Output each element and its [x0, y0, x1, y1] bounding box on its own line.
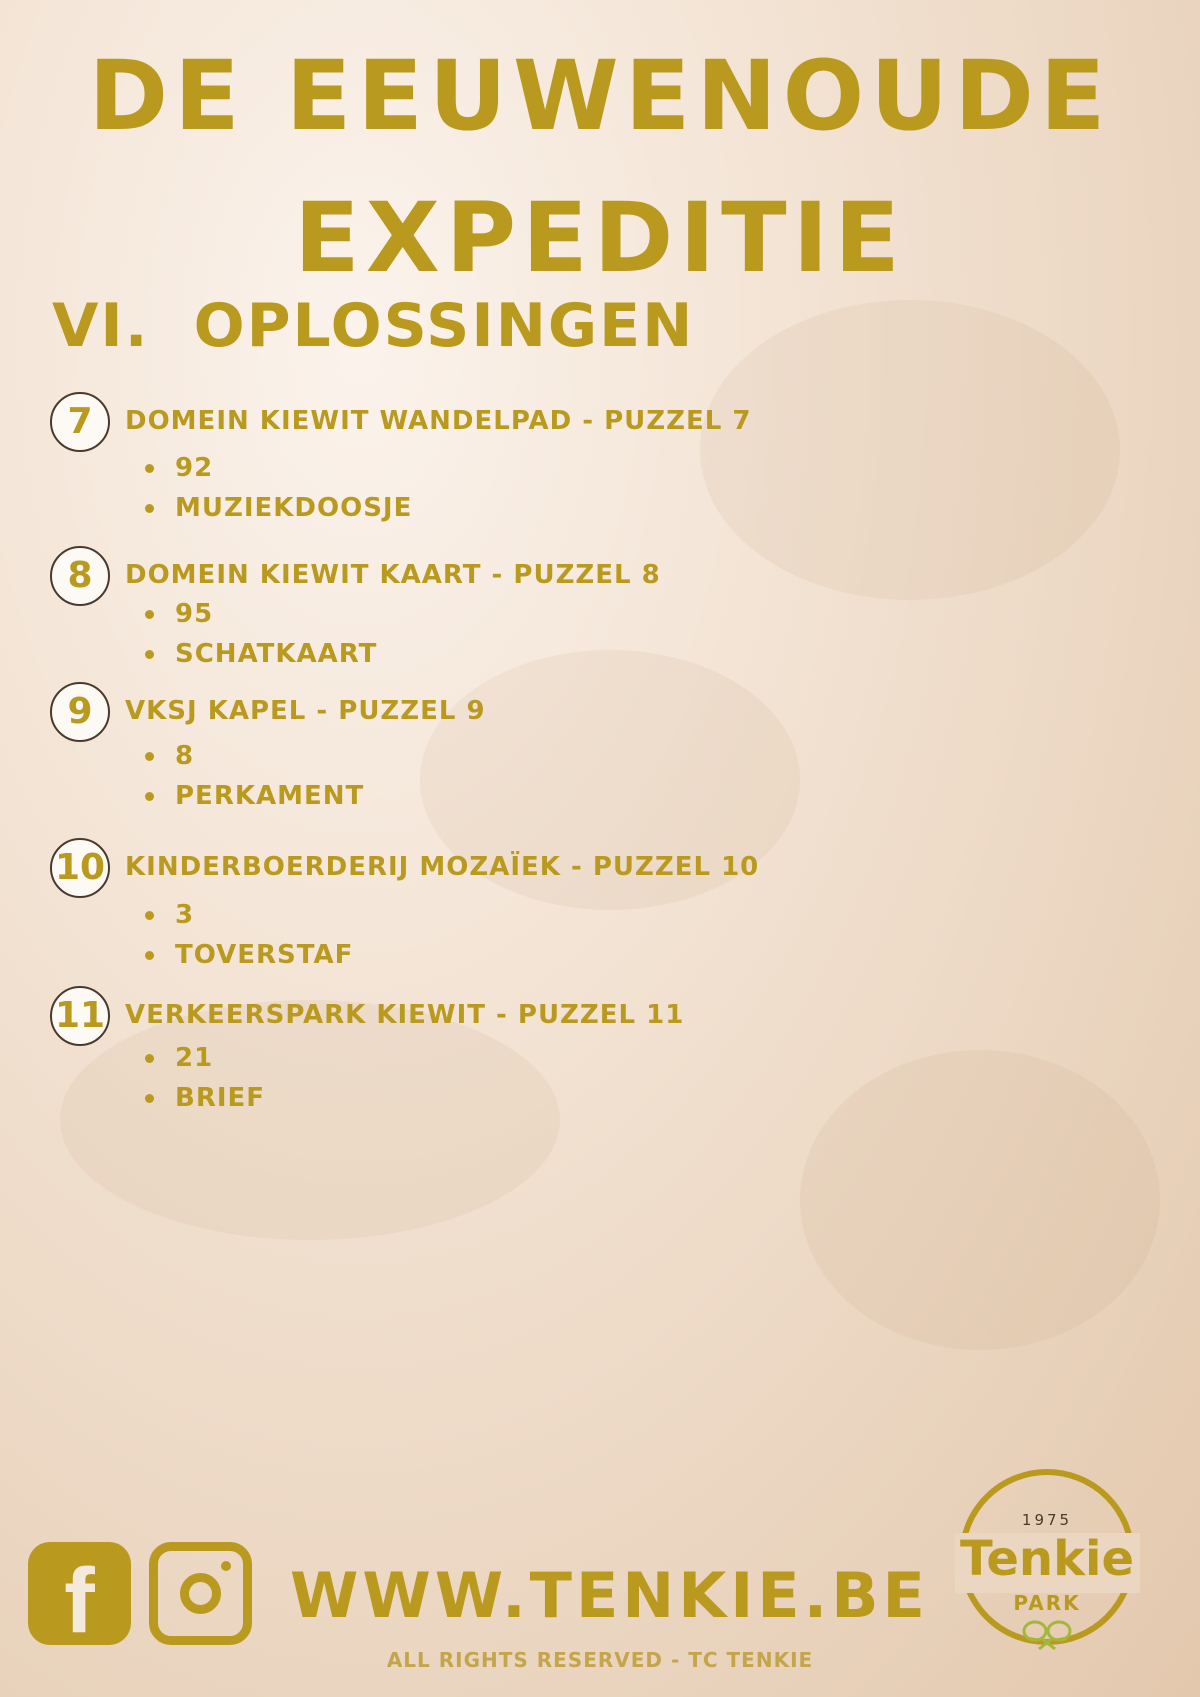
bullet-icon	[145, 1094, 154, 1103]
logo-name: Tenkie	[959, 1531, 1135, 1587]
section-heading	[52, 291, 695, 361]
page-title-line-1	[0, 40, 1200, 152]
copyright-text: ALL RIGHTS RESERVED - TC TENKIE	[386, 1648, 814, 1672]
bullet-icon	[145, 792, 154, 801]
facebook-icon[interactable]: f	[28, 1542, 131, 1645]
puzzle-number-badge: 11	[50, 986, 110, 1046]
puzzle-item	[50, 986, 950, 1126]
answer-list	[145, 736, 364, 816]
bullet-icon	[145, 752, 154, 761]
answer-item: BRIEF	[145, 1078, 265, 1118]
bullet-icon	[145, 1054, 154, 1063]
answer-item: 21	[145, 1038, 265, 1078]
puzzle-item	[50, 838, 950, 978]
puzzle-number-badge: 10	[50, 838, 110, 898]
tenkie-park-logo	[955, 1465, 1140, 1650]
answer-item: MUZIEKDOOSJE	[145, 488, 412, 528]
bullet-icon	[145, 610, 154, 619]
page-title-line-2: EXPEDITIE	[294, 182, 906, 294]
puzzle-item	[50, 392, 950, 532]
puzzle-item	[50, 682, 950, 822]
answer-list	[145, 895, 353, 975]
answer-item: PERKAMENT	[145, 776, 364, 816]
answer-list	[145, 448, 412, 528]
bullet-icon	[145, 504, 154, 513]
title-word-de: DE	[88, 40, 246, 152]
answer-item: SCHATKAART	[145, 634, 377, 674]
answer-list	[145, 594, 377, 674]
bullet-icon	[145, 464, 154, 473]
puzzle-heading: KINDERBOERDERIJ MOZAÏEK - PUZZEL 10	[125, 852, 760, 882]
puzzle-number-badge: 9	[50, 682, 110, 742]
section-number: VI.	[52, 291, 150, 361]
answer-item: 3	[145, 895, 353, 935]
answer-item: 8	[145, 736, 364, 776]
puzzle-number-badge: 8	[50, 546, 110, 606]
answer-item: 95	[145, 594, 377, 634]
puzzle-heading: VERKEERSPARK KIEWIT - PUZZEL 11	[125, 1000, 685, 1030]
answer-list	[145, 1038, 265, 1118]
puzzle-heading: VKSJ KAPEL - PUZZEL 9	[125, 696, 486, 726]
logo-year: 1975	[1021, 1511, 1073, 1529]
puzzle-number-badge: 7	[50, 392, 110, 452]
bullet-icon	[145, 911, 154, 920]
answer-item: 92	[145, 448, 412, 488]
puzzle-heading: DOMEIN KIEWIT KAART - PUZZEL 8	[125, 560, 661, 590]
section-label: OPLOSSINGEN	[193, 291, 695, 361]
bullet-icon	[145, 650, 154, 659]
instagram-icon[interactable]	[149, 1542, 252, 1645]
title-word-eeuwenoude: EEUWENOUDE	[285, 40, 1112, 152]
puzzle-item	[50, 546, 950, 676]
puzzle-heading: DOMEIN KIEWIT WANDELPAD - PUZZEL 7	[125, 406, 752, 436]
bullet-icon	[145, 951, 154, 960]
answer-item: TOVERSTAF	[145, 935, 353, 975]
website-link[interactable]: WWW.TENKIE.BE	[290, 1559, 929, 1632]
logo-sub: PARK	[1013, 1591, 1081, 1615]
